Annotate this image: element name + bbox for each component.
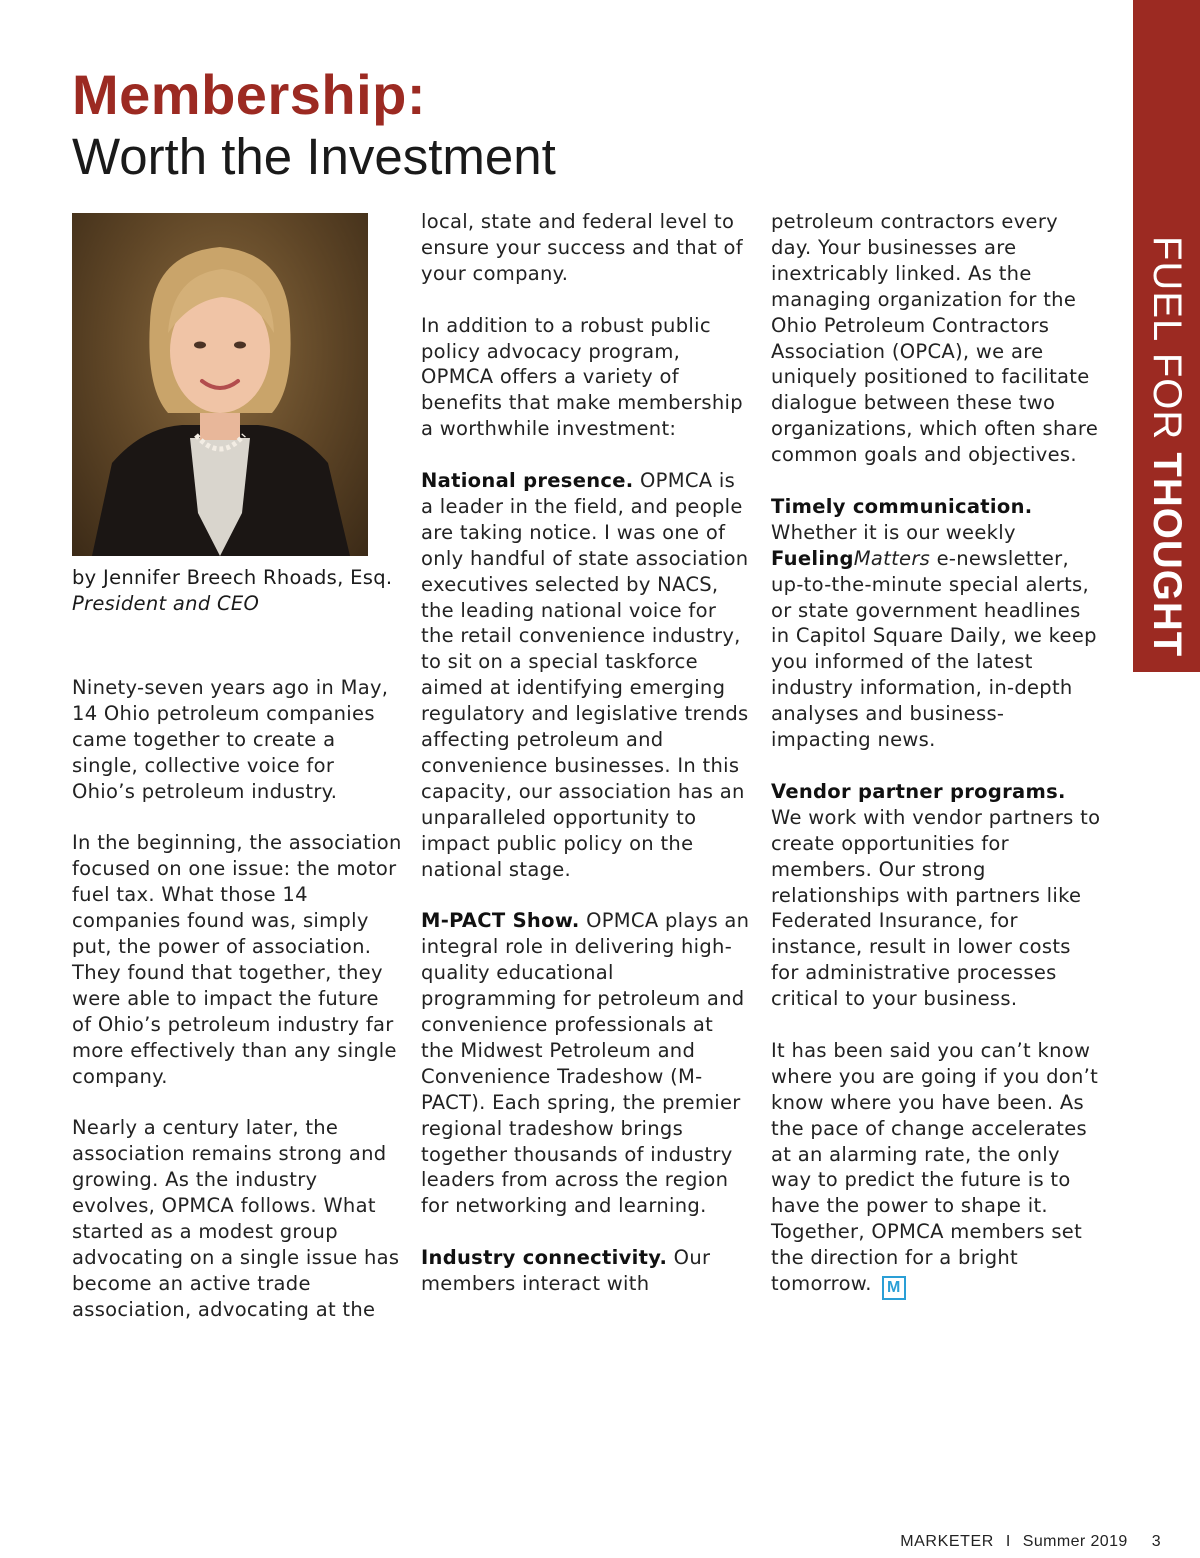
section-label-light: FUEL FOR — [1144, 236, 1189, 453]
article-title: Membership: — [72, 63, 426, 126]
paragraph-body: OPMCA plays an integral role in delivering high-quality educational programming for petroleum and convenience professionals at the Midwest Petroleum and Convenience Tradeshow (M-PACT). Each spring, the premier regional tradeshow brings together thousands of industry leaders from across the region for networking and learning. — [421, 909, 750, 1218]
paragraph-national-presence — [421, 468, 751, 883]
paragraph-heading: M-PACT Show. — [421, 909, 580, 933]
publication-name: MARKETER — [900, 1533, 994, 1550]
paragraph-industry-connectivity — [421, 1245, 751, 1297]
paragraph-timely-communication — [771, 494, 1101, 753]
byline-author: by Jennifer Breech Rhoads, Esq. — [72, 566, 393, 589]
section-side-tab — [1133, 0, 1200, 672]
paragraph-heading: National presence. — [421, 469, 634, 493]
paragraph: Ninety-seven years ago in May, 14 Ohio petroleum companies came together to create a single, collective voice for Ohio’s petroleum industry. — [72, 676, 389, 803]
paragraph-body: We work with vendor partners to create opportunities for members. Our strong relationships with partners like Federated Insurance, for instance, result in lower costs for administrative processes critical to your business. — [771, 805, 1101, 1011]
section-label-bold: THOUGHT — [1144, 452, 1189, 658]
byline-role: President and CEO — [72, 592, 260, 615]
text-column-1 — [72, 675, 402, 1323]
section-label — [1144, 236, 1189, 658]
brand-name-italic: Matters — [853, 546, 931, 570]
paragraph: In the beginning, the association focused on one issue: the motor fuel tax. What those 14 companies found was, simply put, the power of association. They found that together, they were able to impact the future of Ohio’s petroleum industry far more effectively than any single company. — [72, 831, 402, 1088]
author-photo — [72, 213, 368, 556]
byline — [72, 565, 412, 617]
issue-date: Summer 2019 — [1022, 1533, 1128, 1550]
paragraph-body: Whether it is our weekly — [771, 520, 1016, 544]
paragraph-body: It has been said you can’t know where you are going if you don’t know where you have been. As the pace of change accelerates at an alarming rate, the only way to predict the future is to have the power to shape it. Together, OPMCA members set the direction for a bright tomorrow. — [771, 1038, 1099, 1296]
paragraph: Nearly a century later, the association remains strong and growing. As the industry evolves, OPMCA follows. What started as a modest group advocating on a single issue has become an active trade association, advocating at the — [72, 1116, 400, 1321]
end-of-article-icon: M — [882, 1276, 906, 1300]
brand-name-bold: Fueling — [771, 546, 854, 570]
footer-separator: I — [1005, 1533, 1011, 1550]
page-footer — [900, 1533, 1161, 1551]
text-column-2 — [421, 209, 751, 1297]
paragraph: In addition to a robust public policy advocacy program, OPMCA offers a variety of benefits that make membership a worthwhile investment: — [421, 313, 743, 441]
paragraph-mpact-show — [421, 908, 751, 1219]
text-column-3 — [771, 209, 1101, 1300]
paragraph-body: Our members interact with — [421, 1246, 711, 1296]
paragraph-body: OPMCA is a leader in the field, and people are taking notice. I was one of only handful of state association executives selected by NACS, the leading national voice for the retail convenience industry, to sit on a special taskforce aimed at identifying emerging regulatory and legislative trends affecting petroleum and convenience businesses. In this capacity, our association has an unparalleled opportunity to impact public policy on the national stage. — [421, 469, 749, 881]
paragraph-vendor-partner-programs — [771, 779, 1101, 1012]
paragraph-heading: Industry connectivity. — [421, 1246, 668, 1270]
paragraph-heading: Vendor partner programs. — [771, 779, 1066, 803]
page-number: 3 — [1151, 1533, 1161, 1550]
paragraph-heading: Timely communication. — [771, 494, 1033, 518]
paragraph: petroleum contractors every day. Your businesses are inextricably linked. As the managing organization for the Ohio Petroleum Contractors Association (OPCA), we are uniquely positioned to facilitate dialogue between these two organizations, which often share common goals and objectives. — [771, 210, 1099, 467]
paragraph-body: e-newsletter, up-to-the-minute special alerts, or state government headlines in Capitol Square Daily, we keep you informed of the latest industry information, in-depth analyses and business-impacting news. — [771, 546, 1097, 752]
paragraph: local, state and federal level to ensure your success and that of your company. — [421, 210, 743, 285]
article-subtitle: Worth the Investment — [72, 128, 556, 185]
paragraph-closing — [771, 1038, 1101, 1300]
